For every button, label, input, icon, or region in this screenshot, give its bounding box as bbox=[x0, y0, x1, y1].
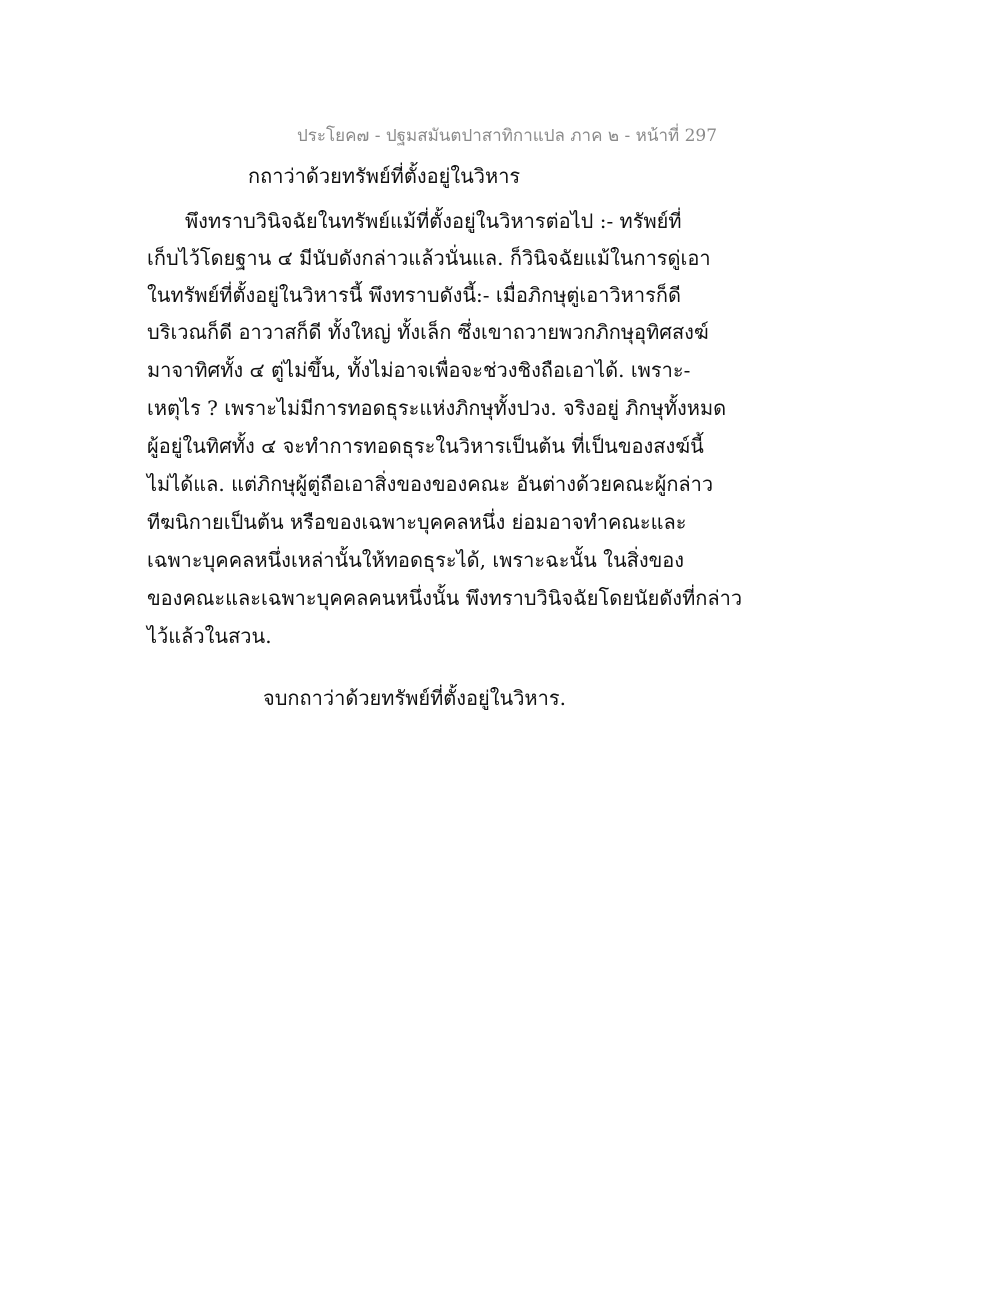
running-header: ประโยค๗ - ปฐมสมันตปาสาทิกาแปล ภาค ๒ - หน้าที่ 297 bbox=[297, 126, 718, 146]
paragraph-line: พึงทราบวินิจฉัยในทรัพย์แม้ที่ตั้งอยู่ในวิหารต่อไป :- ทรัพย์ที่ bbox=[185, 209, 682, 233]
paragraph-line: ในทรัพย์ที่ตั้งอยู่ในวิหารนี้ พึงทราบดังนี้:- เมื่อภิกษุตู่เอาวิหารก็ดี bbox=[147, 283, 681, 307]
paragraph-line: มาจาทิศทั้ง ๔ ตู่ไม่ขึ้น, ทั้งไม่อาจเพื่อจะช่วงชิงถือเอาได้. เพราะ- bbox=[147, 358, 691, 382]
section-title: กถาว่าด้วยทรัพย์ที่ตั้งอยู่ในวิหาร bbox=[248, 164, 521, 188]
paragraph-line: ของคณะและเฉพาะบุคคลคนหนึ่งนั้น พึงทราบวินิจฉัยโดยนัยดังที่กล่าว bbox=[147, 586, 743, 610]
paragraph-line: ไม่ได้แล. แต่ภิกษุผู้ตู่ถือเอาสิ่งของของคณะ อันต่างด้วยคณะผู้กล่าว bbox=[147, 472, 714, 496]
section-closing: จบกถาว่าด้วยทรัพย์ที่ตั้งอยู่ในวิหาร. bbox=[263, 686, 566, 710]
paragraph-line: บริเวณก็ดี อาวาสก็ดี ทั้งใหญ่ ทั้งเล็ก ซึ่งเขาถวายพวกภิกษุอุทิศสงฆ์ bbox=[147, 320, 709, 344]
paragraph-line: ไว้แล้วในสวน. bbox=[147, 624, 272, 648]
paragraph-line: ผู้อยู่ในทิศทั้ง ๔ จะทำการทอดธุระในวิหารเป็นต้น ที่เป็นของสงฆ์นี้ bbox=[147, 434, 704, 458]
paragraph-line: เก็บไว้โดยฐาน ๔ มีนับดังกล่าวแล้วนั่นแล. ก็วินิจฉัยแม้ในการดู่เอา bbox=[147, 246, 711, 270]
paragraph-line: ทีฆนิกายเป็นต้น หรือของเฉพาะบุคคลหนึ่ง ย่อมอาจทำคณะและ bbox=[147, 510, 687, 534]
paragraph-line: เฉพาะบุคคลหนึ่งเหล่านั้นให้ทอดธุระได้, เพราะฉะนั้น ในสิ่งของ bbox=[147, 548, 685, 572]
paragraph-line: เหตุไร ? เพราะไม่มีการทอดธุระแห่งภิกษุทั้งปวง. จริงอยู่ ภิกษุทั้งหมด bbox=[147, 396, 727, 420]
